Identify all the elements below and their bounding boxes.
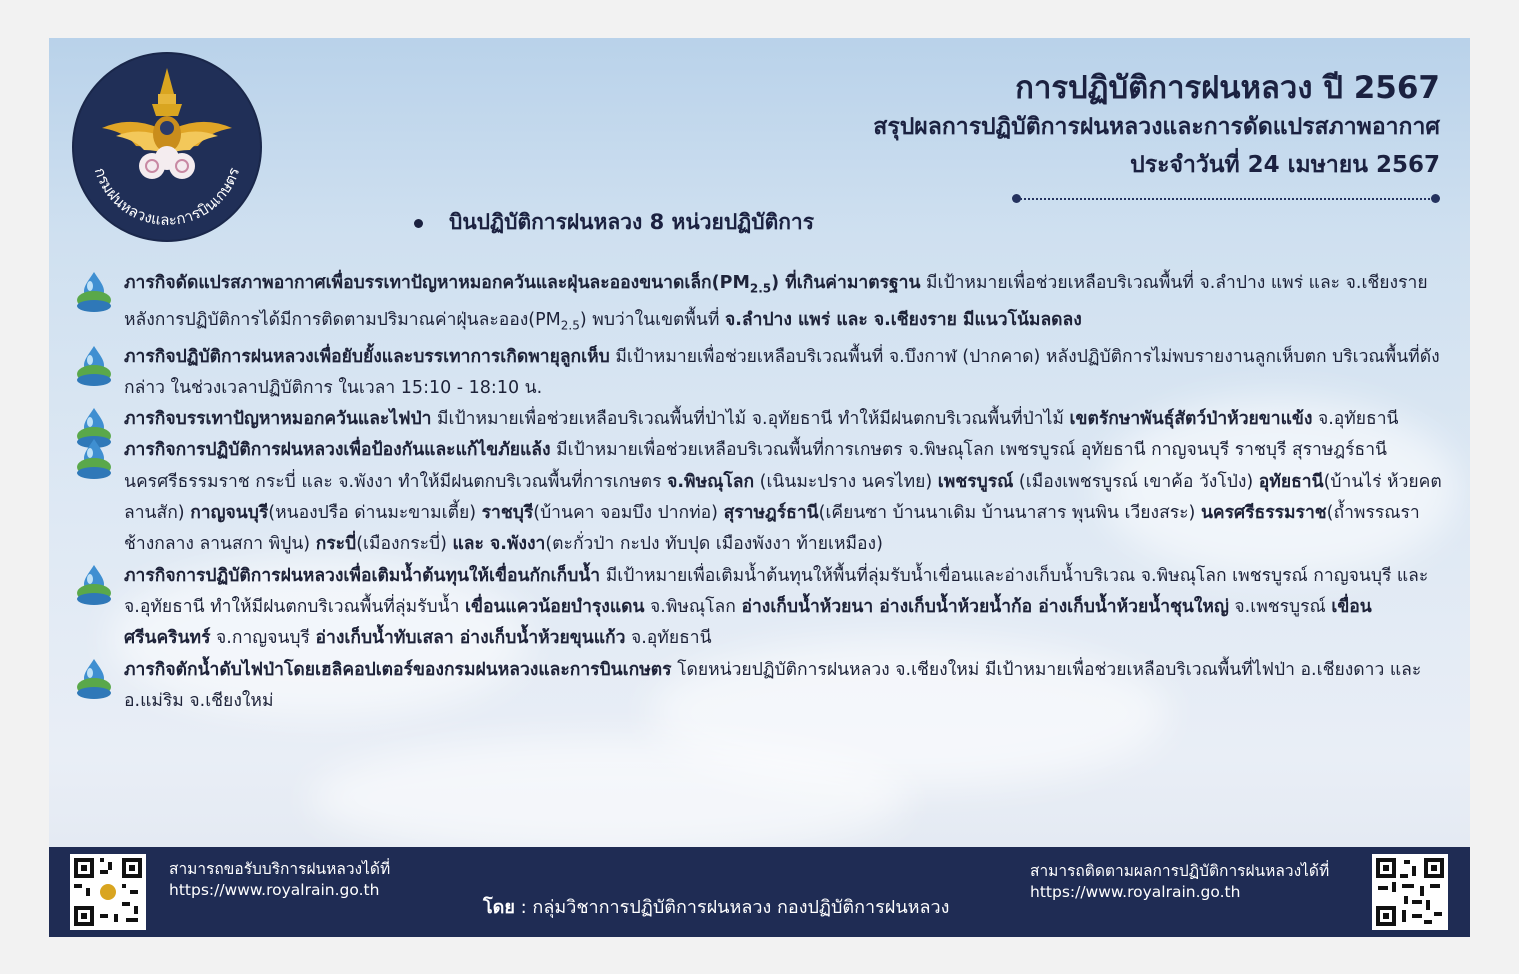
footer-left-line1: สามารถขอรับบริการฝนหลวงได้ที่ <box>169 860 391 878</box>
qr-code-icon[interactable] <box>1372 854 1448 930</box>
mission-item: ภารกิจดัดแปรสภาพอากาศเพื่อบรรเทาปัญหาหมอกควันและฝุ่นละอองขนาดเล็ก$(PM_{2.5})$ ที่เกินค่ามาตรฐาน มีเป้าหมายเพื่อช่วยเหลือบริเวณพื้นที่ จ.ลำปาง แพร่ และ จ.เชียงราย หลังการปฏิบัติการได้มีการติดตามปริมาณค่าฝุ่นละออง$(PM_{2.5})$ พบว่าในเขตพื้นที่ จ.ลำปาง แพร่ และ จ.เชียงราย มีแนวโน้มลดลง <box>75 268 1455 342</box>
mission-list <box>75 268 1455 717</box>
divider-dotted <box>1017 198 1437 200</box>
water-globe-icon <box>75 270 113 312</box>
mission-item: ภารกิจบรรเทาปัญหาหมอกควันและไฟป่า มีเป้าหมายเพื่อช่วยเหลือบริเวณพื้นที่ป่าไม้ จ.อุทัยธานี ทำให้มีฝนตกบริเวณพื้นที่ป่าไม้ เขตรักษาพันธุ์สัตว์ป่าห้วยขาแข้ง จ.อุทัยธานี <box>75 404 1455 435</box>
divider-dot <box>1012 194 1021 203</box>
footer-right-text <box>1030 861 1329 903</box>
footer-right-line1: สามารถติดตามผลการปฏิบัติการฝนหลวงได้ที่ <box>1030 862 1330 880</box>
cloud-shape <box>309 738 909 858</box>
royal-rainmaking-logo <box>74 54 260 240</box>
mission-item: ภารกิจปฏิบัติการฝนหลวงเพื่อยับยั้งและบรรเทาการเกิดพายุลูกเห็บ มีเป้าหมายเพื่อช่วยเหลือบริเวณพื้นที่ จ.บึงกาฬ (ปากคาด) หลังปฏิบัติการไม่พบรายงานลูกเห็บตก บริเวณพื้นที่ดังกล่าว ในช่วงเวลาปฏิบัติการ ในเวลา 15:10 - 18:10 น. <box>75 342 1455 405</box>
water-globe-icon <box>75 344 113 386</box>
page-title: การปฏิบัติการฝนหลวง ปี 2567 <box>1015 70 1440 106</box>
page-subtitle: สรุปผลการปฏิบัติการฝนหลวงและการดัดแปรสภาพอากาศ <box>873 114 1440 140</box>
footer-left-url[interactable]: https://www.royalrain.go.th <box>169 881 380 899</box>
mission-item: ภารกิจตักน้ำดับไฟป่าโดยเฮลิคอปเตอร์ของกรมฝนหลวงและการบินเกษตร โดยหน่วยปฏิบัติการฝนหลวง จ.เชียงใหม่ มีเป้าหมายเพื่อช่วยเหลือบริเวณพื้นที่ไฟป่า อ.เชียงดาว และ อ.แม่ริม จ.เชียงใหม่ <box>75 655 1455 718</box>
logo-text-ring <box>74 54 260 240</box>
divider-dot <box>1431 194 1440 203</box>
mission-item: ภารกิจการปฏิบัติการฝนหลวงเพื่อป้องกันและแก้ไขภัยแล้ง มีเป้าหมายเพื่อช่วยเหลือบริเวณพื้นที่การเกษตร จ.พิษณุโลก เพชรบูรณ์ อุทัยธานี กาญจนบุรี ราชบุรี สุราษฎร์ธานี นครศรีธรรมราช กระบี่ และ จ.พังงา ทำให้มีฝนตกบริเวณพื้นที่การเกษตร จ.พิษณุโลก (เนินมะปราง นครไทย) เพชรบูรณ์ (เมืองเพชรบูรณ์ เขาค้อ วังโป่ง) อุทัยธานี(บ้านไร่ ห้วยคต ลานสัก) กาญจนบุรี(หนองปรือ ด่านมะขามเตี้ย) ราชบุรี(บ้านคา จอมบึง ปากท่อ) สุราษฎร์ธานี(เคียนซา บ้านนาเดิม บ้านนาสาร พุนพิน เวียงสระ) นครศรีธรรมราช(ถ้ำพรรณรา ช้างกลาง ลานสกา พิปูน) กระบี่(เมืองกระบี่) และ จ.พังงา(ตะกั่วป่า กะปง ทับปุด เมืองพังงา ท้ายเหมือง) <box>75 435 1455 560</box>
water-globe-icon <box>75 437 113 479</box>
credit-label: โดย <box>483 897 515 918</box>
footer-credit <box>483 892 949 921</box>
water-globe-icon <box>75 657 113 699</box>
qr-code-icon[interactable] <box>70 854 146 930</box>
summary-bullet <box>414 206 814 239</box>
water-globe-icon <box>75 563 113 605</box>
logo-text: กรมฝนหลวงและการบินเกษตร <box>90 165 244 230</box>
svg-text:กรมฝนหลวงและการบินเกษตร <box>91 165 244 229</box>
infographic-card <box>49 38 1470 937</box>
summary-bullet-text: บินปฏิบัติการฝนหลวง 8 หน่วยปฏิบัติการ <box>449 210 814 234</box>
header <box>873 68 1440 184</box>
footer-left-text <box>169 859 390 901</box>
footer-bar <box>49 847 1470 937</box>
mission-item: ภารกิจการปฏิบัติการฝนหลวงเพื่อเติมน้ำต้นทุนให้เขื่อนกักเก็บน้ำ มีเป้าหมายเพื่อเติมน้ำต้นทุนให้พื้นที่ลุ่มรับน้ำเขื่อนและอ่างเก็บน้ำบริเวณ จ.พิษณุโลก เพชรบูรณ์ กาญจนบุรี และ จ.อุทัยธานี ทำให้มีฝนตกบริเวณพื้นที่ลุ่มรับน้ำ เขื่อนแควน้อยบำรุงแดน จ.พิษณุโลก อ่างเก็บน้ำห้วยนา อ่างเก็บน้ำห้วยน้ำก้อ อ่างเก็บน้ำห้วยน้ำชุนใหญ่ จ.เพชรบูรณ์ เขื่อนศรีนครินทร์ จ.กาญจนบุรี อ่างเก็บน้ำทับเสลา อ่างเก็บน้ำห้วยขุนแก้ว จ.อุทัยธานี <box>75 561 1455 655</box>
footer-right-url[interactable]: https://www.royalrain.go.th <box>1030 883 1241 901</box>
bullet-dot-icon <box>414 219 423 228</box>
credit-text: : กลุ่มวิชาการปฏิบัติการฝนหลวง กองปฏิบัติการฝนหลวง <box>514 897 950 918</box>
report-date: ประจำวันที่ 24 เมษายน 2567 <box>1130 152 1440 178</box>
